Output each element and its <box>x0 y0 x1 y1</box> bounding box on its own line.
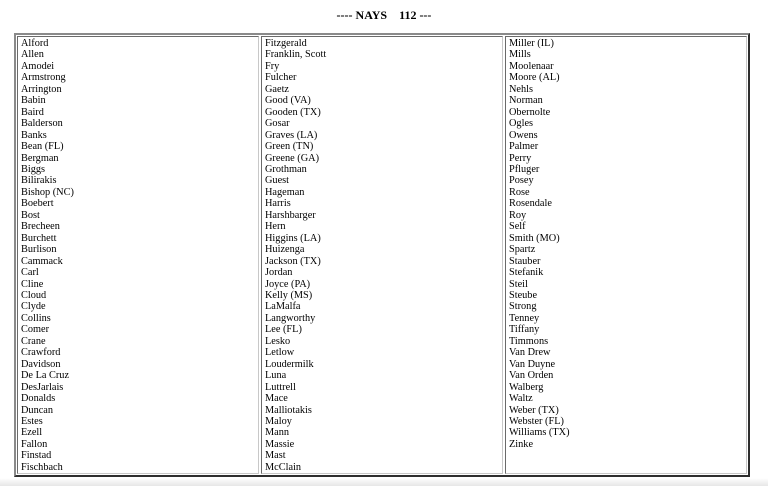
member-name: Bilirakis <box>21 175 57 187</box>
member-name: Timmons <box>509 335 549 347</box>
member-name: Spartz <box>509 244 536 256</box>
member-name: Stefanik <box>509 267 544 279</box>
member-name: Langworthy <box>265 312 316 324</box>
member-name: Graves (LA) <box>265 129 318 141</box>
member-name: Palmer <box>509 141 539 153</box>
member-name: Green (TN) <box>265 141 314 153</box>
column-2 <box>261 36 503 474</box>
member-name: Waltz <box>509 393 533 405</box>
member-name: Fulcher <box>265 72 297 84</box>
member-name: Joyce (PA) <box>265 278 311 290</box>
member-name: Clyde <box>21 301 46 313</box>
member-name: Crane <box>21 335 46 347</box>
member-name: Malliotakis <box>265 404 312 416</box>
member-name: Armstrong <box>21 72 66 84</box>
member-name: Kelly (MS) <box>265 289 313 301</box>
member-name: Perry <box>509 152 532 164</box>
member-name: Jackson (TX) <box>265 255 321 267</box>
member-name: Huizenga <box>265 244 305 256</box>
member-name: Finstad <box>21 450 52 462</box>
member-name: Rosendale <box>509 198 552 210</box>
member-name: Alford <box>21 38 49 49</box>
member-name: Bishop (NC) <box>21 186 74 198</box>
member-name: Arrington <box>21 83 62 95</box>
member-name: Letlow <box>265 347 295 359</box>
member-name: Walberg <box>509 381 544 393</box>
member-name: Mills <box>509 49 531 61</box>
member-name: Gooden (TX) <box>265 106 321 118</box>
member-name: Cammack <box>21 255 63 267</box>
member-name: Weber (TX) <box>509 404 559 416</box>
member-name: Stauber <box>509 255 541 267</box>
member-name: Fitzgerald <box>265 38 307 49</box>
member-name: Allen <box>21 49 44 61</box>
member-name: Bean (FL) <box>21 141 64 153</box>
member-name: LaMalfa <box>265 301 301 313</box>
member-name: Mann <box>265 427 290 439</box>
nays-columns <box>17 36 747 474</box>
member-name: Greene (GA) <box>265 152 320 164</box>
column-1 <box>17 36 259 474</box>
member-name: Roy <box>509 209 527 221</box>
member-name: Bost <box>21 209 40 221</box>
member-name: Higgins (LA) <box>265 232 321 244</box>
member-name: Moore (AL) <box>509 72 560 84</box>
member-name: Luttrell <box>265 381 296 393</box>
member-name: Donalds <box>21 393 56 405</box>
member-name: Ogles <box>509 118 534 130</box>
member-name: Carl <box>21 267 39 279</box>
member-name: Jordan <box>265 267 293 279</box>
member-name: Burchett <box>21 232 57 244</box>
member-name: Moolenaar <box>509 60 554 72</box>
member-name: Davidson <box>21 358 61 370</box>
member-name: Estes <box>21 415 43 427</box>
member-name: Mast <box>265 450 286 462</box>
page-bottom-edge <box>0 478 768 486</box>
member-name: Loudermilk <box>265 358 314 370</box>
member-name: Maloy <box>265 415 292 427</box>
member-name: Nehls <box>509 83 534 95</box>
member-name: Franklin, Scott <box>265 49 327 61</box>
member-name: Banks <box>21 129 47 141</box>
member-name: Bergman <box>21 152 59 164</box>
member-name: Good (VA) <box>265 95 311 107</box>
member-name: Webster (FL) <box>509 415 564 427</box>
member-name: Rose <box>509 186 530 198</box>
member-name: Comer <box>21 324 50 336</box>
member-name: Hageman <box>265 186 305 198</box>
member-name: Collins <box>21 312 51 324</box>
column-3 <box>505 36 747 474</box>
member-name: Ezell <box>21 427 43 439</box>
member-name: Fry <box>265 60 280 72</box>
member-name: Luna <box>265 370 287 382</box>
member-name: DesJarlais <box>21 381 64 393</box>
member-name: Amodei <box>21 60 55 72</box>
member-name: Cline <box>21 278 44 290</box>
member-name: Steube <box>509 289 538 301</box>
member-name: Tenney <box>509 312 540 324</box>
member-name: Boebert <box>21 198 54 210</box>
nays-table <box>14 33 750 477</box>
member-name: Strong <box>509 301 537 313</box>
member-name: Burlison <box>21 244 57 256</box>
member-name: Gaetz <box>265 83 290 95</box>
member-name: Obernolte <box>509 106 551 118</box>
member-name: Grothman <box>265 163 307 175</box>
member-name: Guest <box>265 175 290 187</box>
member-name: Fischbach <box>21 461 63 473</box>
member-name: Biggs <box>21 163 46 175</box>
member-name: Tiffany <box>509 324 540 336</box>
member-name: Owens <box>509 129 538 141</box>
member-name: Williams (TX) <box>509 427 570 439</box>
member-name: Brecheen <box>21 221 60 233</box>
member-name: Lesko <box>265 335 291 347</box>
member-name: Posey <box>509 175 534 187</box>
member-name: Miller (IL) <box>509 38 554 49</box>
member-name: Smith (MO) <box>509 232 560 244</box>
member-name: Norman <box>509 95 543 107</box>
member-name: Hern <box>265 221 286 233</box>
member-name: Gosar <box>265 118 290 130</box>
member-name: Crawford <box>21 347 61 359</box>
member-name: Cloud <box>21 289 47 301</box>
member-name: Zinke <box>509 438 534 450</box>
member-name: Van Drew <box>509 347 551 359</box>
member-name: Pfluger <box>509 163 540 175</box>
member-name: De La Cruz <box>21 370 70 382</box>
member-name: Harshbarger <box>265 209 316 221</box>
member-name: Van Duyne <box>509 358 556 370</box>
member-name: Fallon <box>21 438 48 450</box>
member-name: Lee (FL) <box>265 324 302 336</box>
member-name: Massie <box>265 438 295 450</box>
member-name: Steil <box>509 278 528 290</box>
member-name: Van Orden <box>509 370 554 382</box>
member-name: Babin <box>21 95 46 107</box>
member-name: Baird <box>21 106 44 118</box>
member-name: Self <box>509 221 526 233</box>
member-name: Balderson <box>21 118 63 130</box>
member-name: Mace <box>265 393 288 405</box>
member-name: McClain <box>265 461 302 473</box>
nays-header: ---- NAYS 112 --- <box>336 8 432 22</box>
member-name: Duncan <box>21 404 54 416</box>
member-name: Harris <box>265 198 291 210</box>
